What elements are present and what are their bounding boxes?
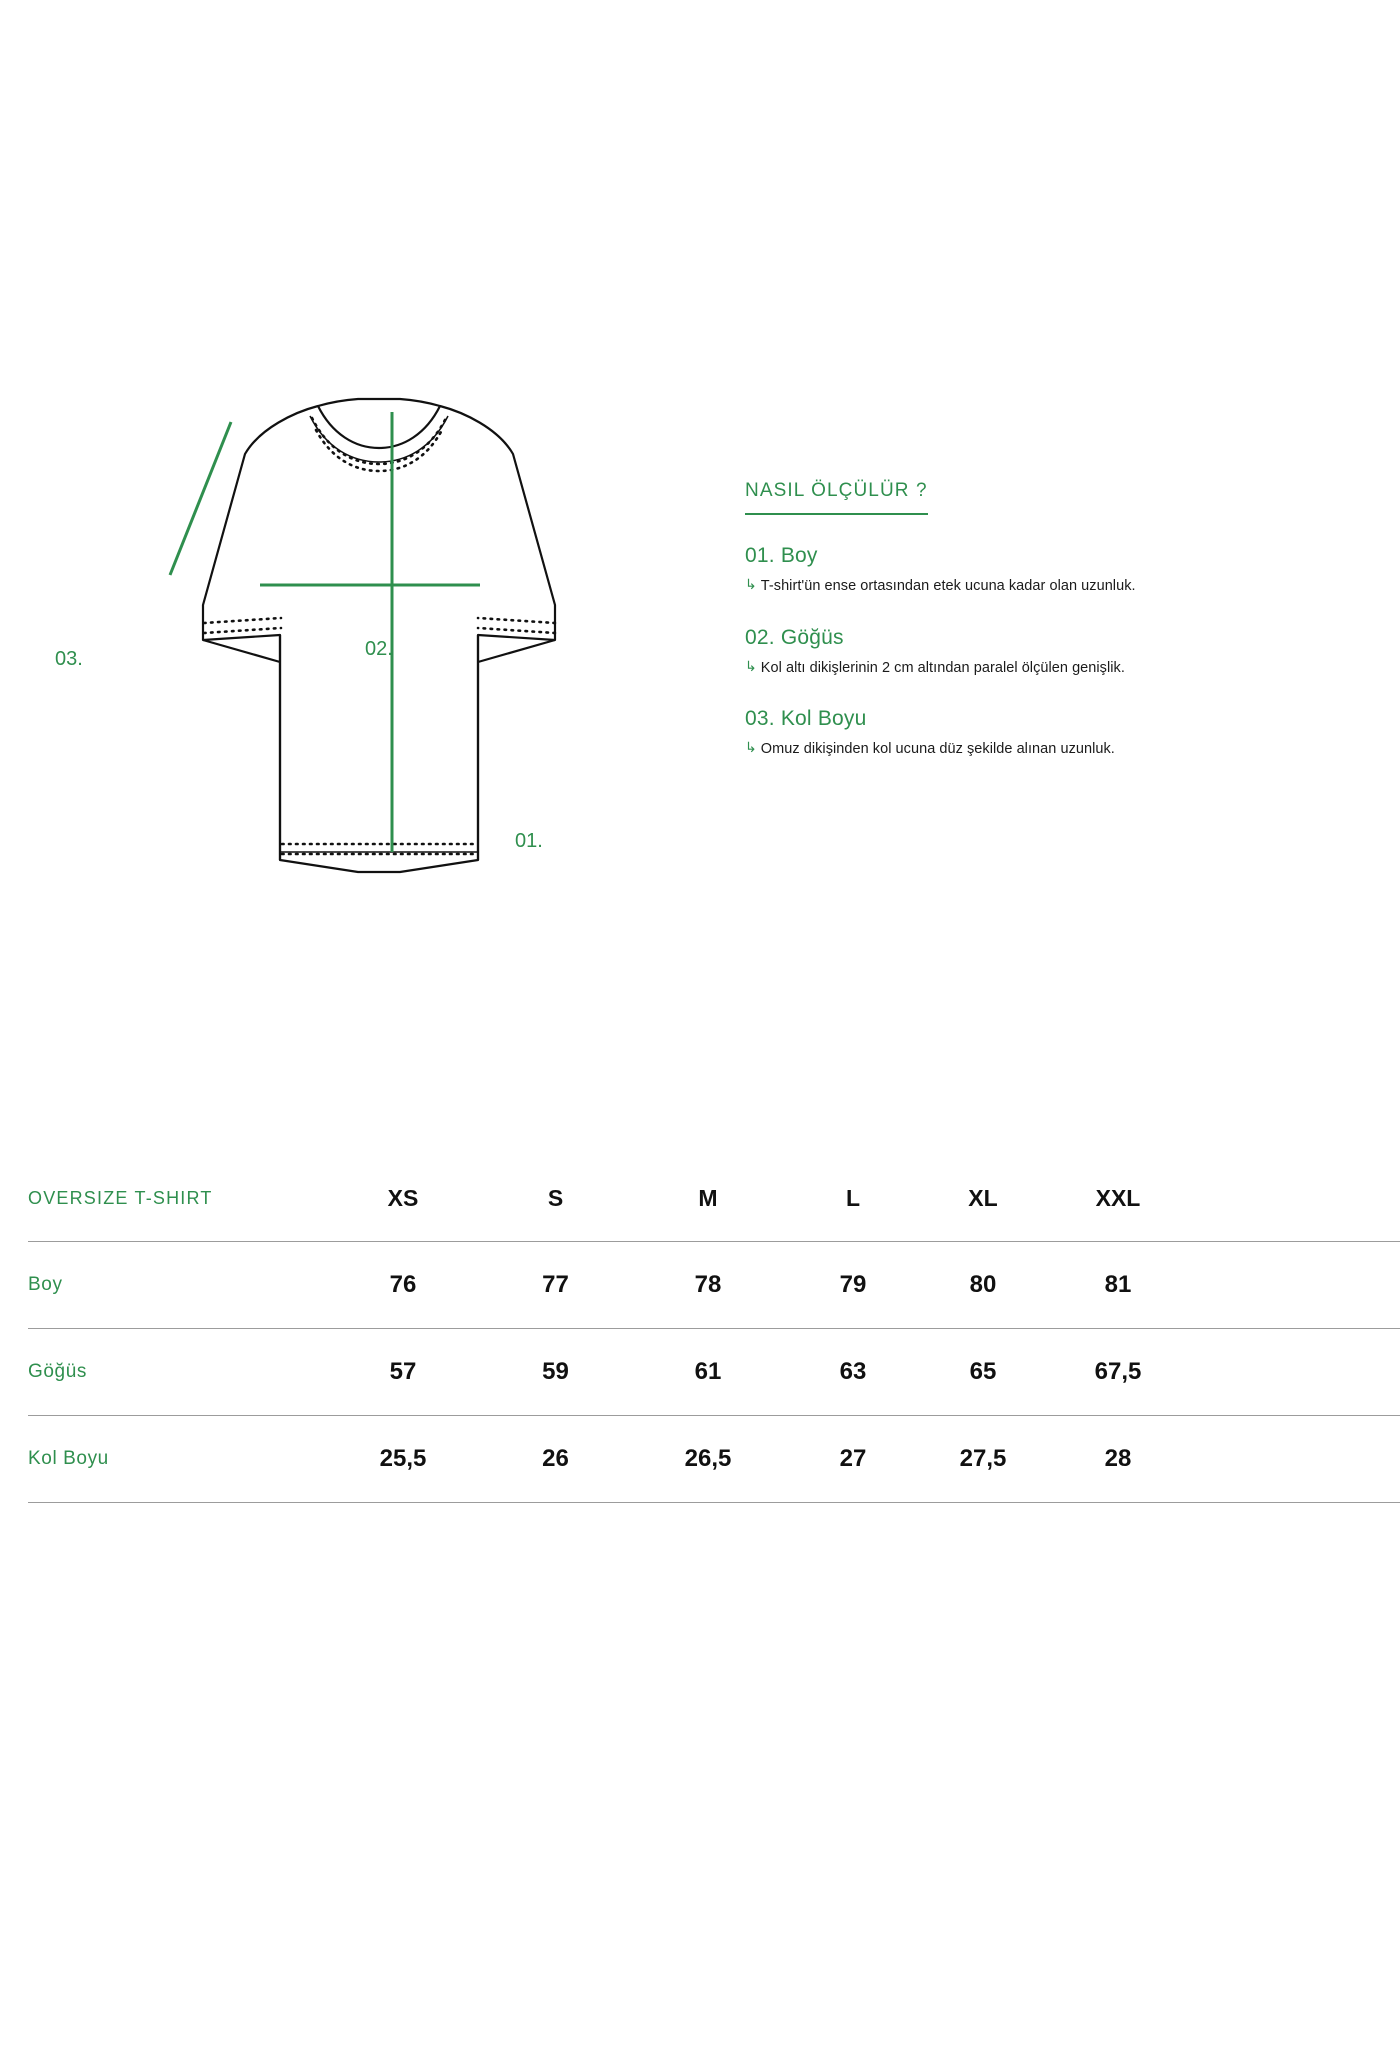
size-table [28, 1155, 1400, 1503]
measure-desc-03 [745, 739, 1325, 760]
cell-spacer [1193, 1329, 1400, 1416]
cell-spacer [1193, 1416, 1400, 1503]
col-header-l: L [783, 1155, 923, 1242]
cell-spacer [1193, 1242, 1400, 1329]
col-header-xl: XL [923, 1155, 1043, 1242]
cell-kol-l: 27 [783, 1416, 923, 1503]
measure-desc-text-02: Kol altı dikişlerinin 2 cm altından paralel ölçülen genişlik. [760, 659, 1125, 676]
arrow-icon: ↳ [745, 657, 757, 674]
col-header-xs: XS [328, 1155, 478, 1242]
cell-gogus-xxl: 67,5 [1043, 1329, 1193, 1416]
how-to-measure-title: NASIL ÖLÇÜLÜR ? [745, 480, 928, 515]
table-row [28, 1329, 1400, 1416]
measure-heading-03: 03. Kol Boyu [745, 707, 867, 731]
cell-kol-xs: 25,5 [328, 1416, 478, 1503]
how-to-measure-panel [745, 480, 1325, 760]
size-table-area [28, 1155, 1358, 1503]
label-02: 02. [365, 638, 393, 660]
cell-gogus-xs: 57 [328, 1329, 478, 1416]
row-label-boy: Boy [28, 1242, 328, 1329]
measure-desc-02 [745, 658, 1325, 679]
cell-boy-s: 77 [478, 1242, 633, 1329]
cell-kol-m: 26,5 [633, 1416, 783, 1503]
col-header-m: M [633, 1155, 783, 1242]
cell-boy-xl: 80 [923, 1242, 1043, 1329]
col-header-spacer [1193, 1155, 1400, 1242]
col-header-s: S [478, 1155, 633, 1242]
table-header-row [28, 1155, 1400, 1242]
arrow-icon: ↳ [745, 576, 757, 592]
cell-kol-xl: 27,5 [923, 1416, 1043, 1503]
measure-heading-02: 02. Göğüs [745, 625, 844, 649]
label-03: 03. [55, 648, 83, 670]
measure-heading-01: 01. Boy [745, 544, 818, 567]
measure-item-03 [745, 707, 1325, 760]
cell-kol-s: 26 [478, 1416, 633, 1503]
cell-gogus-s: 59 [478, 1329, 633, 1416]
cell-gogus-xl: 65 [923, 1329, 1043, 1416]
measure-item-02 [745, 626, 1325, 679]
label-01: 01. [515, 830, 543, 852]
table-corner-label: OVERSIZE T-SHIRT [28, 1155, 328, 1242]
cell-boy-m: 78 [633, 1242, 783, 1329]
cell-kol-xxl: 28 [1043, 1416, 1193, 1503]
row-label-kol-boyu: Kol Boyu [28, 1416, 328, 1503]
table-row [28, 1416, 1400, 1503]
row-label-gogus: Göğüs [28, 1329, 328, 1416]
arrow-icon: ↳ [745, 739, 757, 756]
measure-desc-text-01: T-shirt'ün ense ortasından etek ucuna kadar olan uzunluk. [760, 578, 1136, 594]
measure-desc-01 [745, 576, 1325, 597]
cell-boy-xxl: 81 [1043, 1242, 1193, 1329]
cell-boy-xs: 76 [328, 1242, 478, 1329]
tshirt-illustration [55, 390, 660, 930]
measure-item-01 [745, 544, 1325, 597]
measure-desc-text-03: Omuz dikişinden kol ucuna düz şekilde alınan uzunluk. [760, 741, 1115, 758]
cell-gogus-m: 61 [633, 1329, 783, 1416]
cell-boy-l: 79 [783, 1242, 923, 1329]
table-row [28, 1242, 1400, 1329]
col-header-xxl: XXL [1043, 1155, 1193, 1242]
cell-gogus-l: 63 [783, 1329, 923, 1416]
